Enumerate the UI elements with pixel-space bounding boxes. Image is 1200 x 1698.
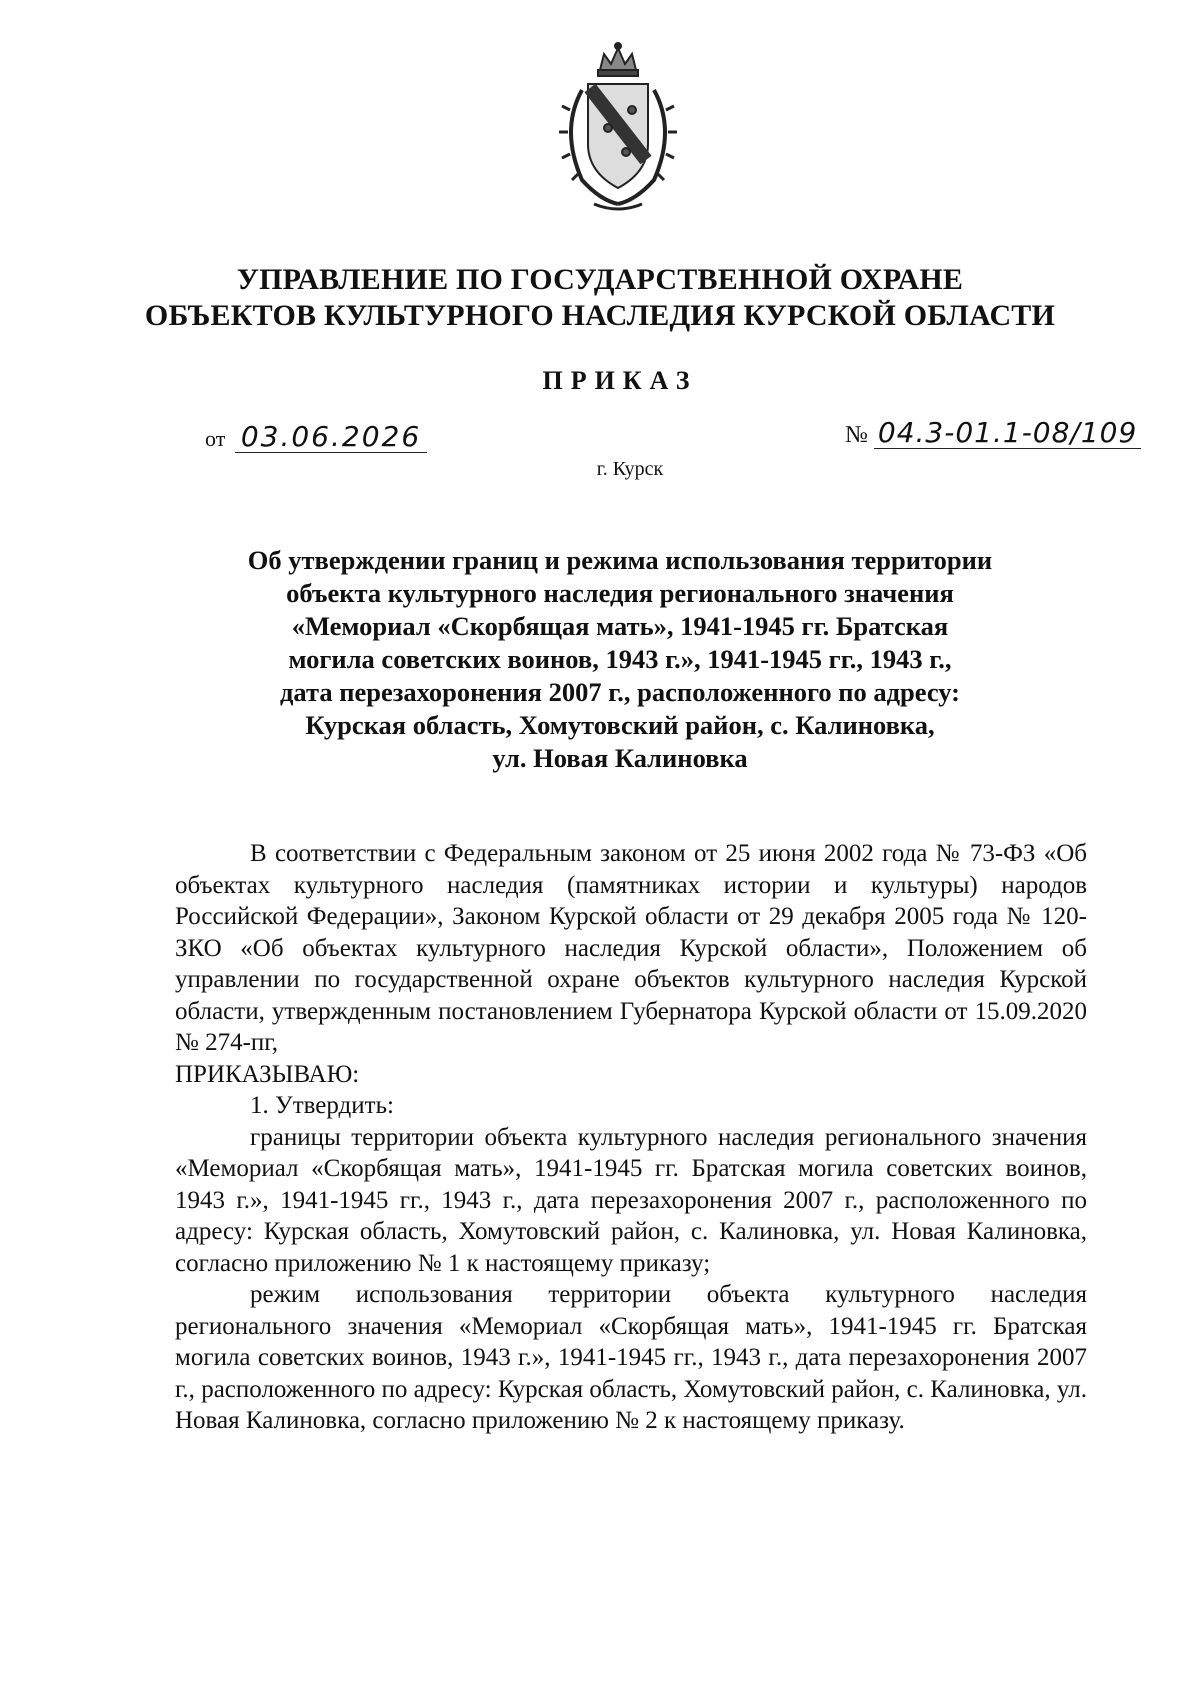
agency-name [130,262,1070,334]
coat-of-arms-emblem [548,40,688,216]
subject-line: Курская область, Хомутовский район, с. Калиновка, [305,710,935,740]
number-prefix: № [845,422,868,448]
document-date [205,422,427,453]
agency-name-line-2: ОБЪЕКТОВ КУЛЬТУРНОГО НАСЛЕДИЯ КУРСКОЙ ОБЛАСТИ [144,299,1056,332]
subject-line: объекта культурного наследия регионального значения [286,578,954,608]
document-number [845,418,1141,449]
date-prefix: от [205,426,226,451]
subject-line: Об утверждении границ и режима использования территории [247,545,993,575]
agency-name-line-1: УПРАВЛЕНИЕ ПО ГОСУДАРСТВЕННОЙ ОХРАНЕ [236,263,964,296]
subject-line: ул. Новая Калиновка [492,743,748,773]
handwritten-number: 04.3-01.1-08/109 [874,418,1141,449]
subject-line: могила советских воинов, 1943 г.», 1941-1945 гг., 1943 г., [288,644,952,674]
subject-line: дата перезахоронения 2007 г., расположенного по адресу: [280,677,960,707]
document-type-title: ПРИКАЗ [542,366,698,395]
preamble-paragraph: В соответствии с Федеральным законом от 25 июня 2002 года № 73-ФЗ «Об объектах культурного наследия (памятниках истории и культуры) народов Российской Федерации», Законом Курской области от 29 декабря 2005 года № 120-ЗКО «Об объектах культурного наследия Курской области», Положением об управлении по государственной охране объектов культурного наследия Курской области, утвержденным постановлением Губернатора Курской области от 15.09.2020 № 274-пг, [175,840,1087,1056]
item-1-usage-regime-paragraph: режим использования территории объекта культурного наследия регионального значения «Мемориал «Скорбящая мать», 1941-1945 гг. Братская могила советских воинов, 1943 г.», 1941-1945 гг., 1943 г., дата перезахоронения 2007 г., расположенного по адресу: Курская область, Хомутовский район, с. Калиновка, ул. Новая Калиновка, согласно приложению № 2 к настоящему приказу. [175,1281,1087,1434]
order-body [175,838,1087,1437]
item-1-boundaries-paragraph: границы территории объекта культурного наследия регионального значения «Мемориал «Скорбящая мать», 1941-1945 гг. Братская могила советских воинов, 1943 г.», 1941-1945 гг., 1943 г., дата перезахоронения 2007 г., расположенного по адресу: Курская область, Хомутовский район, с. Калиновка, ул. Новая Калиновка, согласно приложению № 1 к настоящему приказу; [175,1123,1087,1277]
item-1-heading: 1. Утвердить: [250,1092,394,1119]
issue-city: г. Курск [596,458,664,480]
handwritten-date: 03.06.2026 [235,422,427,453]
subject-line: «Мемориал «Скорбящая мать», 1941-1945 гг. Братская [291,611,949,641]
order-word: ПРИКАЗЫВАЮ: [175,1060,360,1088]
order-subject [200,544,1040,775]
